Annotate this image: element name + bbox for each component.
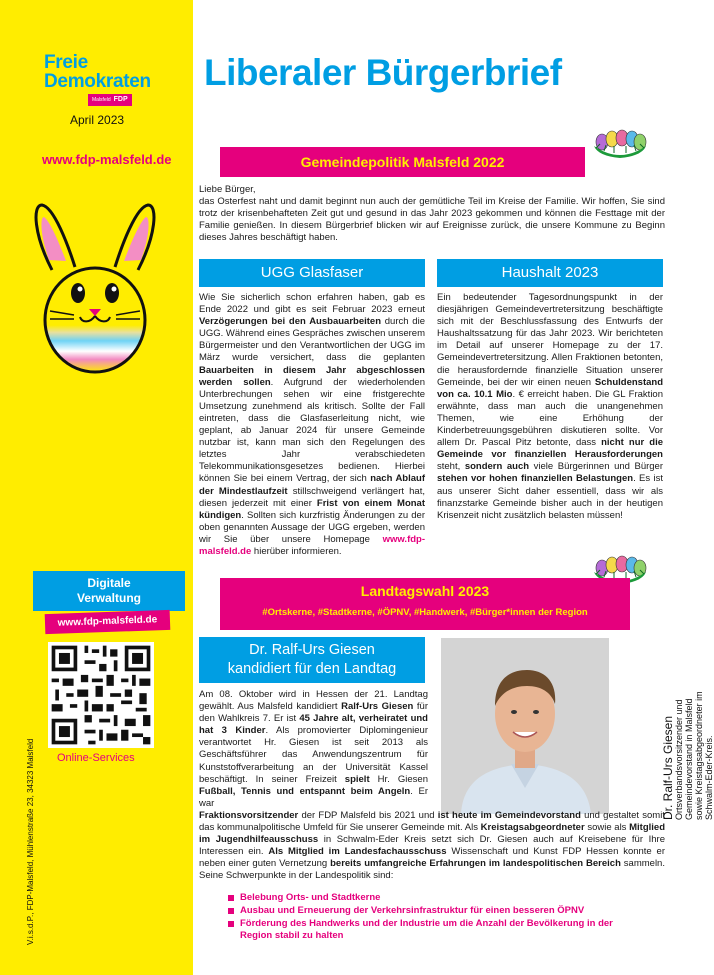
candidate-article-part1 xyxy=(199,689,428,810)
landtag-text-11: sammeln. Seine Schwerpunkte in der Landespolitik sind: xyxy=(199,858,665,882)
candidate-photo xyxy=(441,638,609,814)
ugg-text-1: Wie Sie sicherlich schon erfahren haben, gab es Ende 2022 und gibt es seit Februar 2023 erneut xyxy=(199,292,425,316)
ugg-bold-4: Frist von einem Monat kündigen xyxy=(199,497,425,521)
qr-code-icon[interactable] xyxy=(48,642,154,748)
landtag-text-9: in Schwalm-Eder Kreis setzt sich Dr. Giesen auch auf Kreisebene für Ihre Interessen ein. xyxy=(199,834,665,858)
ugg-text-2: durch die UGG. Während eines Gespräches zwischen unserem Bürgermeister und den Verantwortlichen der UGG im März wurde versichert, dass die geplanten xyxy=(199,316,425,364)
online-services-label: Online-Services xyxy=(57,752,135,764)
ugg-homepage-link[interactable]: www.fdp-malsfeld.de xyxy=(199,533,425,557)
easter-bunny-icon xyxy=(30,195,160,375)
landtag-bold-10: bereits umfangreiche Erfahrungen im landespolitischen Bereich xyxy=(330,858,621,870)
salutation: Liebe Bürger, xyxy=(199,184,256,195)
candidate-portrait-icon xyxy=(441,638,609,814)
haushalt-text-2: . € erreicht haben. Die GL Fraktion erwähnte, dass man auch die unangenehmen Themen, wie eine Erhöhung der Kinderbetreuungsgebühren diskutieren sollte. Vor allem Dr. Pascal Pitz betonte, dass xyxy=(437,388,663,449)
haushalt-text-3: steht, xyxy=(437,461,465,473)
logo-line-1: Freie xyxy=(44,52,88,73)
haushalt-bold-1: Schuldenstand von ca. 10.1 Mio xyxy=(437,376,663,400)
landtag-bold-2: 45 Jahre alt, verheiratet und hat 3 Kinder xyxy=(199,713,428,737)
haushalt-bold-3: sondern auch xyxy=(464,461,530,473)
caption-line-4: Schwalm-Eder-Kreis. xyxy=(704,735,714,820)
digital-box-line-1: Digitale xyxy=(87,576,131,590)
landtag-bold-4: Fußball, Tennis und entspannt beim Angeln xyxy=(199,785,411,797)
digital-administration-box xyxy=(33,571,185,611)
landtag-text-4: Hr. Giesen xyxy=(369,773,428,785)
photo-caption xyxy=(662,640,714,820)
caption-line-1: Ortsverbandsvorsitzender und xyxy=(674,699,684,820)
gemeinde-intro xyxy=(199,184,665,244)
landtag-bold-3: spielt xyxy=(344,773,370,785)
fdp-logo xyxy=(44,53,156,91)
candidate-heading xyxy=(199,637,425,683)
haushalt-bold-4: stehen vor hohen finanziellen Belastungen xyxy=(437,473,634,485)
candidate-article-part2 xyxy=(199,810,665,883)
digital-website-link[interactable]: www.fdp-malsfeld.de xyxy=(45,610,171,634)
haushalt-text-1: Ein bedeutender Tagesordnungspunkt in der diesjährigen Gemeindevertretersitzung beschäftigte sich mit der Beschlussfassung des Entwurfs der Haushaltssatzung für das Jahr 2023. Wir berichteten im Detail auf unserer Homepage zu der 17. Gemeindevertretersitzung. Allen Fraktionen betonten, die herausfordernde finanzielle Situation unserer Gemeinde, bei der wir einen neuen xyxy=(437,292,663,388)
landtag-bold-6: ist heute im Gemeindevorstand xyxy=(437,810,581,821)
landtag-text-10: Wissenschaft und Kunst FDP Hessen konnte er neben einer guten Vernetzung xyxy=(199,846,665,870)
landtag-bold-1: Ralf-Urs Giesen xyxy=(341,701,414,713)
ugg-article xyxy=(199,292,425,558)
section-heading-haushalt: Haushalt 2023 xyxy=(437,259,663,287)
ugg-text-3: . Aufgrund der wiederholenden Unterbrechungen sehen wir eine fristgerechte Umsetzung zunehmend als kritisch. Sollte der Fall eintreten, dass die Glasfaserleitung nicht, wie geplant, ab Januar 2024 für unsere Gemeinde nutzbar ist, kann man sich den Regelungen des letztes Jahr verabschiedeten Telekommunikationsgesetzes bedienen. Hierbei können Sie bei einem Vertrag, der sich xyxy=(199,376,425,485)
haushalt-text-5: . Es ist aus unserer Sicht daher essentiell, dass wir als finanzstarke Gemeinde bisher auch in der heutigen Krisenzeit nicht zusätzlich belasten müssen! xyxy=(437,473,663,521)
landtag-hashtags: #Ortskerne, #Stadtkerne, #ÖPNV, #Handwerk, #Bürger*innen der Region xyxy=(262,607,588,618)
haushalt-text-4: viele Bürgerinnen und Bürger xyxy=(529,461,664,473)
section-heading-landtag xyxy=(220,578,630,630)
imprint: V.i.s.d.P., FDP-Malsfeld, Mühlenstraße 23, 34323 Malsfeld xyxy=(26,738,35,945)
haushalt-article xyxy=(437,292,663,522)
landtag-text-6: der FDP Malsfeld bis 2021 und xyxy=(298,810,438,821)
issue-date: April 2023 xyxy=(70,113,125,127)
ugg-bold-2: Bauarbeiten in diesem Jahr abgeschlossen werden sollen xyxy=(199,364,425,388)
candidate-subheading: kandidiert für den Landtag xyxy=(227,661,397,677)
landtag-text-1: Am 08. Oktober wird in Hessen der 21. Landtag gewählt. Aus Malsfeld kandidiert xyxy=(199,689,428,713)
page-title: Liberaler Bürgerbrief xyxy=(204,52,562,93)
section-heading-gemeinde: Gemeindepolitik Malsfeld 2022 xyxy=(220,147,585,177)
ugg-bold-1: Verzögerungen bei den Ausbauarbeiten xyxy=(199,316,381,328)
logo-tag-fdp: FDP xyxy=(113,96,128,103)
landtag-text-3: . Als promovierter Diplomingenieur verantwortet Hr. Giesen ist seit 2013 als Geschäftsführer das Anwendungszentrum für Kunststoffverarbeitung an der Universität Kassel beschäftigt. In seiner Freizeit xyxy=(199,725,429,785)
section-heading-ugg: UGG Glasfaser xyxy=(199,259,425,287)
logo-tag xyxy=(88,94,132,106)
landtag-bold-9: Als Mitglied im Landesfachausschuss xyxy=(268,846,447,858)
caption-line-2: Gemeindevorstand in Malsfeld xyxy=(684,698,694,820)
caption-name: Dr. Ralf-Urs Giesen xyxy=(661,715,675,820)
haushalt-bold-2: nicht nur die Gemeinde vor finanziellen Herausforderungen xyxy=(437,437,663,461)
ugg-text-4: stillschweigend verlängert hat, diesen jederzeit mit einer xyxy=(199,485,425,509)
list-item: Ausbau und Erneuerung der Verkehrsinfrastruktur für einen besseren ÖPNV xyxy=(226,905,646,917)
easter-egg-nest-icon xyxy=(592,124,648,160)
landtag-bold-5: Fraktionsvorsitzender xyxy=(199,810,299,821)
caption-line-3: sowie Kreistagsabgeordneter im xyxy=(694,691,704,820)
logo-line-2: Demokraten xyxy=(44,71,151,92)
ugg-text-6: hierüber informieren. xyxy=(251,545,342,557)
digital-box-line-2: Verwaltung xyxy=(76,591,141,605)
landtag-text-7: und gestaltet somit das kommunalpolitische Umfeld für Sie unserer Gemeinde mit. Als xyxy=(199,810,665,834)
list-item: Förderung des Handwerks und der Industrie um die Anzahl der Bevölkerung in der Region stabil zu halten xyxy=(226,918,646,942)
website-link[interactable]: www.fdp-malsfeld.de xyxy=(42,152,172,167)
candidate-name-heading: Dr. Ralf-Urs Giesen xyxy=(249,642,375,658)
landtag-bold-7: Kreistagsabgeordneter xyxy=(480,822,585,834)
list-item: Belebung Orts- und Stadtkerne xyxy=(226,892,646,904)
landtag-title: Landtagswahl 2023 xyxy=(360,583,490,599)
logo-tag-small: Malsfeld xyxy=(92,97,111,103)
intro-paragraph: das Osterfest naht und damit beginnt nun auch der gemütliche Teil im Kreise der Familie. Wir hoffen, Sie sind trotz der krisenbehafteten Zeit gut und gesund in das Jahr 2023 gekommen und können die Festtage mit der Familie genießen. In diesem Bürgerbrief blicken wir auf Ereignisse zurück, die unsere Kommune zu Beginn dieses Jahres beschäftigt haben. xyxy=(199,196,665,244)
landtag-bold-8: Mitglied im Jugendhilfeausschuss xyxy=(199,822,665,846)
ugg-bold-3: nach Ablauf der Mindestlaufzeit xyxy=(199,473,426,497)
landtag-text-2: für den Wahlkreis 7. Er ist xyxy=(199,701,428,725)
sidebar xyxy=(0,0,193,975)
landtag-text-5: . Er war xyxy=(199,785,428,809)
ugg-text-5: . Sollten sich kurzfristig Änderungen zu der oben genannten Aussage der UGG ergeben, werden wir Sie über unsere Homepage xyxy=(199,509,425,545)
landtag-text-8: sowie als xyxy=(584,822,630,834)
priorities-list xyxy=(226,892,646,943)
